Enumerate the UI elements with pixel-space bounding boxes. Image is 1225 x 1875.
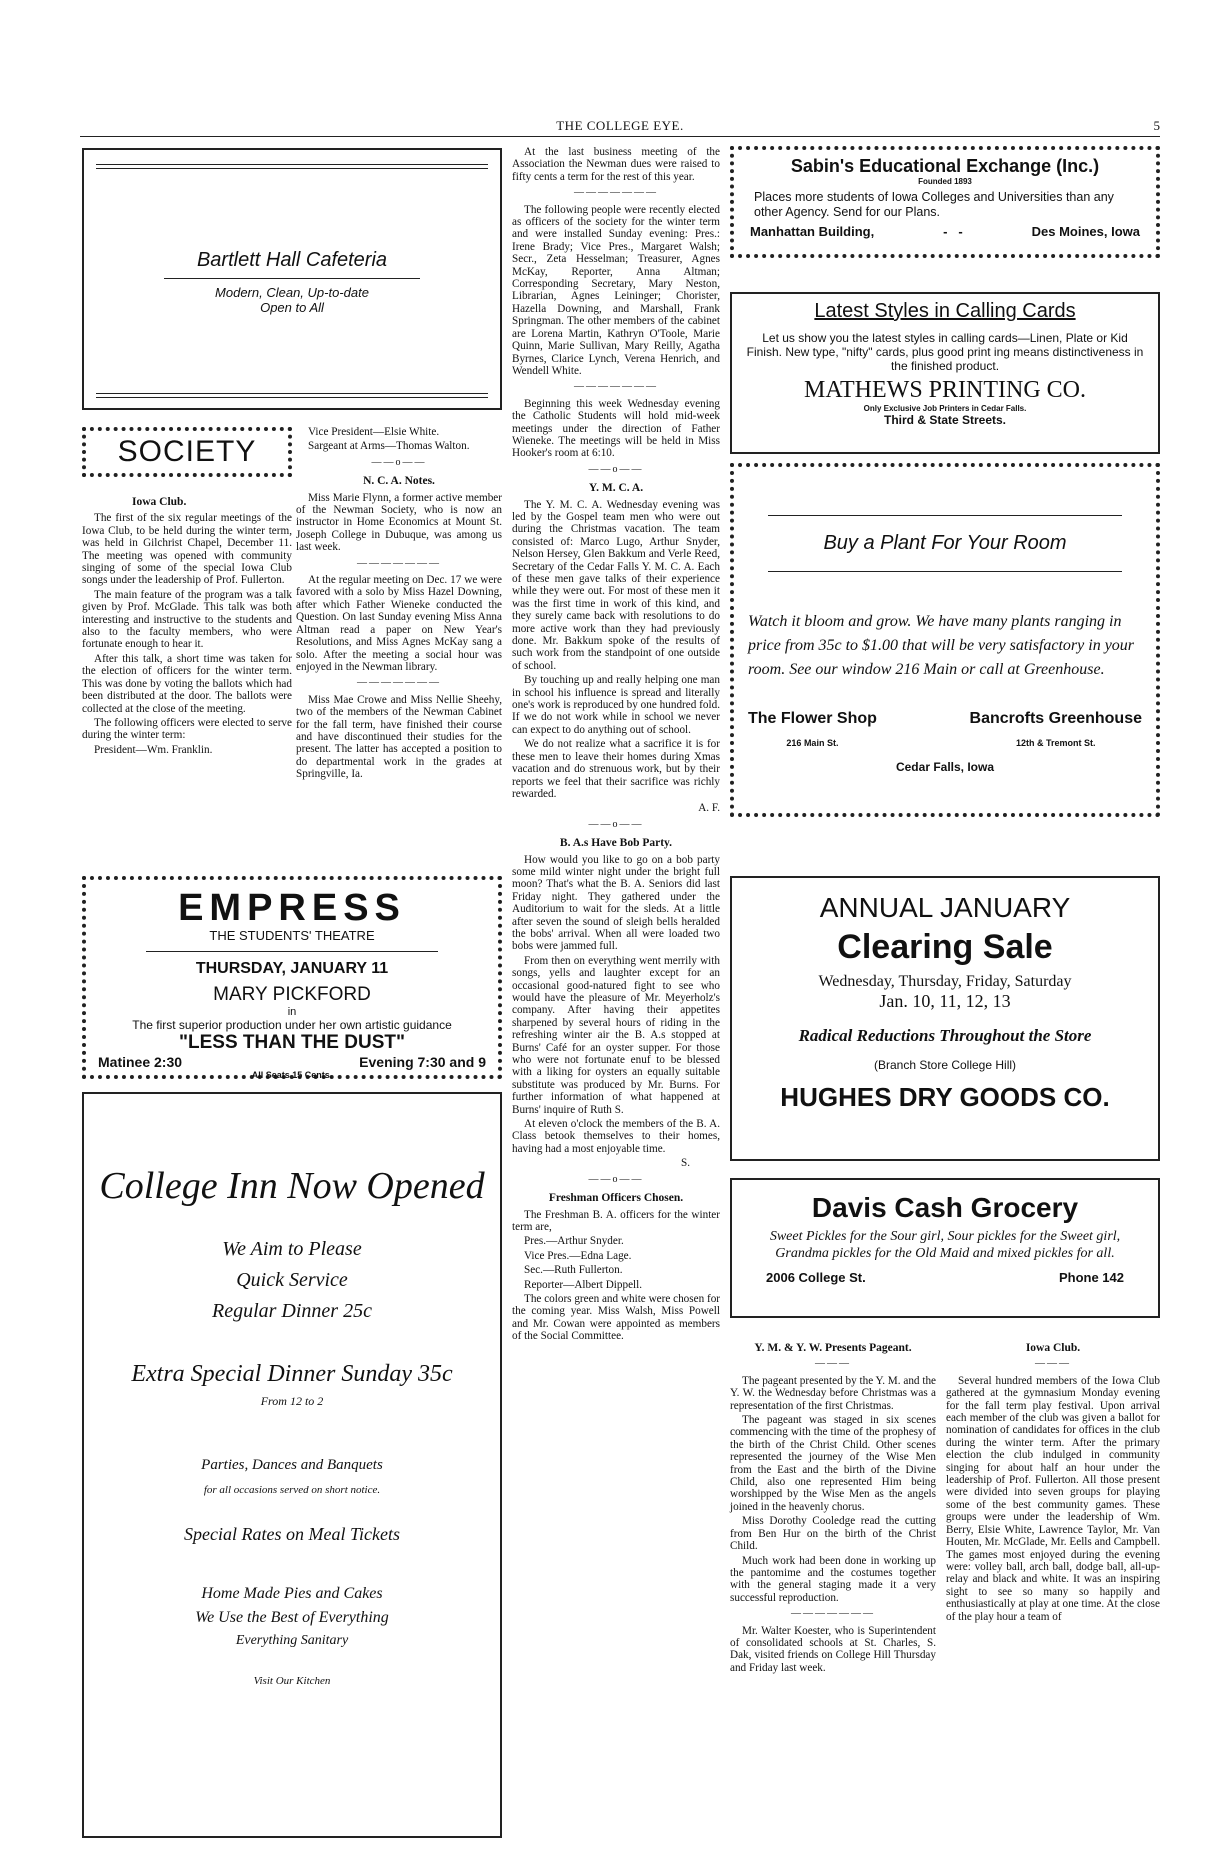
officer-line: Reporter—Albert Dippell.	[524, 1278, 643, 1291]
article-paragraph: President—Wm. Franklin.	[94, 743, 213, 756]
ad-empress-theatre	[82, 876, 502, 1079]
separator: ———————	[357, 677, 441, 689]
flower-title: Buy a Plant For Your Room	[768, 515, 1122, 572]
society-banner	[82, 427, 292, 477]
column-6	[946, 1336, 1160, 1625]
college-inn-line: Regular Dinner 25c	[212, 1300, 372, 1322]
separator: ——o——	[588, 1173, 644, 1185]
article-paragraph: Much work had been done in working up the pantomime and the costumes together with the general staging made it a very successful reproduction.	[730, 1554, 936, 1604]
article-signature: S.	[680, 1157, 690, 1170]
ad-bartlett-line2: Open to All	[260, 300, 324, 315]
mathews-title: Latest Styles in Calling Cards	[814, 300, 1076, 322]
officer-line: Pres.—Arthur Snyder.	[524, 1235, 624, 1248]
ad-sabins-exchange	[730, 146, 1160, 258]
separator: ———————	[574, 187, 658, 199]
greenhouse-address: 12th & Tremont St.	[1016, 738, 1096, 748]
college-inn-line: Home Made Pies and Cakes	[201, 1585, 383, 1602]
ba-bob-party-heading: B. A.s Have Bob Party.	[559, 837, 673, 850]
column-3	[512, 146, 720, 1345]
article-paragraph: How would you like to go on a bob party some mild winter night under the bright full moon? That's what the B. A. Seniors did last Friday night. They gathered under the Auditorium to wait for the sleds. At a little after seven the sound of sleigh bells heralded the bobs' arrival. When all were loaded two bobs were jammed full.	[512, 853, 720, 953]
article-paragraph: Miss Marie Flynn, a former active member of the Newman Society, who is now an instructor in Home Economics at Mount St. Joseph College in Dubuque, was among us last week.	[296, 491, 502, 554]
sabins-title: Sabin's Educational Exchange (Inc.)	[790, 156, 1100, 176]
empress-evening: Evening 7:30 and 9	[359, 1054, 486, 1070]
empress-matinee: Matinee 2:30	[98, 1054, 183, 1070]
davis-phone: Phone 142	[1058, 1270, 1124, 1285]
separator: ———————	[574, 381, 658, 393]
freshman-officers-heading: Freshman Officers Chosen.	[548, 1192, 684, 1205]
article-signature: A. F.	[698, 802, 720, 815]
separator: ———————	[357, 557, 441, 569]
article-paragraph: At eleven o'clock the members of the B. A. Class betook themselves to their homes, having had a most enjoyable time.	[512, 1118, 720, 1155]
mathews-note: Only Exclusive Job Printers in Cedar Falls.	[863, 404, 1027, 413]
empress-date: THURSDAY, JANUARY 11	[195, 960, 389, 977]
article-paragraph: The colors green and white were chosen for the coming year. Miss Walsh, Miss Powell and Mr. Cowan were appointed as members of the Social Committee.	[512, 1292, 721, 1343]
page-header	[80, 118, 1160, 134]
separator: ———————	[791, 1608, 875, 1620]
flower-city: Cedar Falls, Iowa	[895, 760, 995, 774]
college-inn-line: We Use the Best of Everything	[195, 1609, 389, 1626]
davis-title: Davis Cash Grocery	[811, 1192, 1079, 1223]
sabins-body: Places more students of Iowa Colleges and Universities than any other Agency. Send for our Plans.	[754, 190, 1114, 219]
hughes-line2: Clearing Sale	[837, 928, 1053, 966]
hughes-line3: Wednesday, Thursday, Friday, Saturday	[818, 973, 1072, 990]
article-paragraph: Vice President—Elsie White.	[308, 426, 440, 438]
hughes-line6: (Branch Store College Hill)	[873, 1058, 1017, 1072]
article-paragraph: Miss Dorothy Cooledge read the cutting from Ben Hur on the birth of the Christ Child.	[730, 1515, 936, 1553]
separator: ——o——	[371, 456, 427, 468]
officer-line: Sec.—Ruth Fullerton.	[524, 1264, 623, 1277]
sabins-city: Des Moines, Iowa	[1031, 224, 1140, 239]
article-paragraph: The first of the six regular meetings of the Iowa Club, to be held during the winter term, was held in Gilchrist Chapel, December 11. The meeting was opened with community singing of some of the special Iowa Club songs under the leadership of Prof. Fullerton.	[82, 512, 292, 587]
article-paragraph: From then on everything went merrily with songs, yells and laughter except for an occasional good-natured fight to see who would have the pleasure of Mr. Meyerholz's company. After having their appetites sharpened by several hours of riding in the refreshing winter air the B. A.s stopped at Burns' Café for an oyster supper. For those who were not fortunate enuf to be blessed with a liking for oysters an equally suitable substitute was produced by Mr. Burns. For further information of what happened at Burns' inquire of Ruth S.	[512, 954, 720, 1116]
column-2	[296, 426, 502, 783]
sabins-address: Manhattan Building,	[750, 224, 875, 239]
hughes-line1: ANNUAL JANUARY	[819, 892, 1071, 923]
article-paragraph: The pageant presented by the Y. M. and the Y. W. the Wednesday before Christmas was a representation of the first Christmas.	[730, 1374, 936, 1412]
ad-bartlett-title: Bartlett Hall Cafeteria	[196, 249, 388, 271]
ad-davis-grocery	[730, 1178, 1160, 1318]
article-paragraph: The main feature of the program was a talk given by Prof. McGlade. This talk was both interesting and instructive to the students and also to the faculty members, who were fortunate enough to hear it.	[82, 588, 292, 651]
college-inn-line: Extra Special Dinner Sunday 35c	[131, 1361, 453, 1387]
sabins-founded: Founded 1893	[918, 177, 972, 186]
article-paragraph: By touching up and really helping one man in school his influence is spread and literally one's work is reproduced by one hundred fold. If we do not work while in school we never can expect to do anything out of school.	[512, 674, 720, 736]
college-inn-line: Visit Our Kitchen	[253, 1675, 331, 1687]
ad-bartlett-line1: Modern, Clean, Up-to-date	[215, 285, 369, 300]
empress-star: MARY PICKFORD	[213, 984, 371, 1005]
empress-title: EMPRESS	[178, 887, 406, 929]
article-paragraph: The Freshman B. A. officers for the winter term are,	[512, 1208, 720, 1233]
empress-subtitle: THE STUDENTS' THEATRE	[209, 928, 375, 943]
davis-body: Sweet Pickles for the Sour girl, Sour pickles for the Sweet girl, Grandma pickles for the Old Maid and mixed pickles for all.	[769, 1229, 1121, 1261]
flower-shop-name: The Flower Shop	[748, 710, 877, 727]
separator: ———	[815, 1358, 851, 1370]
article-paragraph: At the last business meeting of the Association the Newman dues were raised to fifty cents a term for the rest of this year.	[512, 146, 720, 183]
article-paragraph: Sargeant at Arms—Thomas Walton.	[308, 440, 470, 453]
column-5	[730, 1336, 936, 1676]
article-paragraph: Beginning this week Wednesday evening the Catholic Students will hold mid-week meetings under the direction of Father Wieneke. The meetings will be held in Miss Hooker's room at 6:10.	[512, 397, 720, 460]
greenhouse-name: Bancrofts Greenhouse	[969, 710, 1142, 727]
article-paragraph: The pageant was staged in six scenes commencing with the time of the prophesy of the birth of the Christ Child. Other scenes represented the journey of the Wise Men from the East and the birth of the Divine Child, also one represented Him being worshipped by the Wise Men as the angels joined in the heavenly chorus.	[730, 1414, 936, 1513]
flower-body: Watch it bloom and grow. We have many plants ranging in price from 35c to $1.00 that will be very satisfactory in your room. See our window 216 Main or call at Greenhouse.	[748, 613, 1135, 678]
empress-line: The first superior production under her own artistic guidance	[132, 1018, 452, 1032]
college-inn-line: We Aim to Please	[222, 1238, 362, 1260]
college-inn-line: From 12 to 2	[260, 1394, 324, 1408]
article-paragraph: We do not realize what a sacrifice it is for these men to leave their homes during Xmas vacation and do strenuous work, but by their reports we feel that their sacrifice was richly rewarded.	[512, 738, 720, 800]
article-paragraph: Miss Mae Crowe and Miss Nellie Sheehy, two of the members of the Newman Cabinet for the fall term, have finished their course and have discontinued their studies for the present. The latter has accepted a position to do departmental work in the grades at Springville, Ia.	[296, 693, 502, 781]
college-inn-line: Special Rates on Meal Tickets	[184, 1524, 400, 1544]
hughes-line4: Jan. 10, 11, 12, 13	[879, 991, 1011, 1011]
iowa-club-heading-2: Iowa Club.	[1025, 1342, 1081, 1354]
mathews-body: Let us show you the latest styles in calling cards—Linen, Plate or Kid Finish. New type, "nifty" cards, plus good print ing means distinctiveness in the finished product.	[746, 331, 1144, 373]
empress-seats: All Seats 15 Cents.	[251, 1070, 333, 1080]
article-paragraph: The Y. M. C. A. Wednesday evening was led by the Gospel team men who were out during the Christmas vacation. The team consisted of: Marco Lugo, Arthur Snyder, Nelson Hersey, Glen Bakkum and Verle Reed, Secretary of the Cedar Falls Y. M. C. A. Each of these men gave talks of their experience while they were out. For most of these men it was the first time in work of this kind, and they surely came back with resolutions to do more active work than they had previously done. Mr. Bakkum spoke of the results of such work from the standpoint of one outside of school.	[512, 498, 720, 672]
article-paragraph: At the regular meeting on Dec. 17 we were favored with a solo by Miss Hazel Downing, after which Father Wieneke conducted the Question. On last Sunday evening Miss Anna Altman read a paper on New Year's Resolutions, and Miss Agnes McKay sang a solo. After the meeting a social hour was enjoyed in the Newman library.	[296, 574, 502, 673]
separator: ——o——	[588, 463, 644, 475]
ad-flower-shop	[730, 463, 1160, 817]
ad-bartlett-cafeteria	[82, 148, 502, 410]
separator: ——o——	[588, 818, 644, 830]
article-paragraph: Mr. Walter Koester, who is Superintendent of consolidated schools at St. Charles, S. Dak, visited friends on College Hill Thursday and Friday last week.	[730, 1624, 936, 1674]
nca-notes-heading: N. C. A. Notes.	[363, 475, 435, 488]
davis-address: 2006 College St.	[766, 1270, 866, 1285]
newspaper-title: THE COLLEGE EYE.	[556, 118, 684, 133]
column-1	[82, 490, 292, 758]
hughes-line7: HUGHES DRY GOODS CO.	[780, 1082, 1110, 1112]
ad-hughes-dry-goods	[730, 876, 1160, 1161]
mathews-address: Third & State Streets.	[883, 413, 1007, 427]
sabins-dash: - -	[943, 224, 963, 239]
article-paragraph: Several hundred members of the Iowa Club gathered at the gymnasium Monday evening for the fall term play festival. Upon arrival each member of the club was given a ballot for nomination of candidates for offices in the club during the winter term. After the primary election the club indulged in community singing for about half an hour under the leadership of Prof. Fullerton. All those present were divided into seven groups for playing some of the best community games. These groups were under the leadership of Wm. Berry, Elsie White, Lawrence Taylor, Mr. Van Houten, Mr. McGlade, Mr. Eells and Campbell. The games most enjoyed during the evening were: volley ball, arch ball, dodge ball, all-up-relay and black and white. It was an inspiring sight to see so many so happily and enthusiastically at play at one time. At the close of the play hour a team of	[946, 1374, 1160, 1623]
article-paragraph: The following people were recently elected as officers of the society for the winter term and were installed Sunday evening: Pres.: Irene Brady; Vice Pres., Margaret Walsh; Secr., Zeta Hesselman; Treasurer, Agnes McKay, Reporter, Anna Altman; Corresponding Secretary, Mary Neston, Librarian, Agnes Leininger; Chorister, Hazella Downing, and Marshall, Frank Springman. The other members of the cabinet are Lorena Martin, Kathryn O'Toole, Marie Quinn, Marie Sullivan, Mary Reilly, Agatha Byrnes, Clarice Lynch, Verena Henrich, and Wendell White.	[512, 203, 720, 377]
hughes-line5: Radical Reductions Throughout the Store	[798, 1026, 1092, 1045]
college-inn-line: Parties, Dances and Banquets	[201, 1457, 383, 1473]
mathews-name: MATHEWS PRINTING CO.	[804, 377, 1086, 403]
article-paragraph: The following officers were elected to serve during the winter term:	[82, 716, 292, 742]
empress-in: in	[287, 1006, 297, 1018]
article-paragraph: After this talk, a short time was taken for the election of officers for the winter term. This was done by voting the ballots which had been distributed at the door. The ballots were collected at the close of the meeting.	[82, 652, 292, 715]
college-inn-title: College Inn Now Opened	[99, 1165, 485, 1207]
college-inn-line: for all occasions served on short notice.	[203, 1484, 381, 1496]
ad-college-inn	[82, 1092, 502, 1838]
separator: ———	[1035, 1358, 1071, 1370]
officer-line: Vice Pres.—Edna Lage.	[524, 1249, 632, 1262]
empress-film: "LESS THAN THE DUST"	[179, 1032, 405, 1053]
pageant-heading: Y. M. & Y. W. Presents Pageant.	[754, 1342, 912, 1354]
ad-mathews-printing	[730, 292, 1160, 454]
flower-shop-address: 216 Main St.	[786, 738, 839, 748]
page-number: 5	[1153, 118, 1160, 133]
header-rule	[80, 136, 1160, 137]
ymca-heading: Y. M. C. A.	[588, 482, 644, 495]
iowa-club-heading: Iowa Club.	[132, 496, 187, 508]
college-inn-line: Everything Sanitary	[235, 1633, 349, 1648]
society-label: SOCIETY	[117, 435, 257, 468]
college-inn-line: Quick Service	[236, 1269, 348, 1291]
